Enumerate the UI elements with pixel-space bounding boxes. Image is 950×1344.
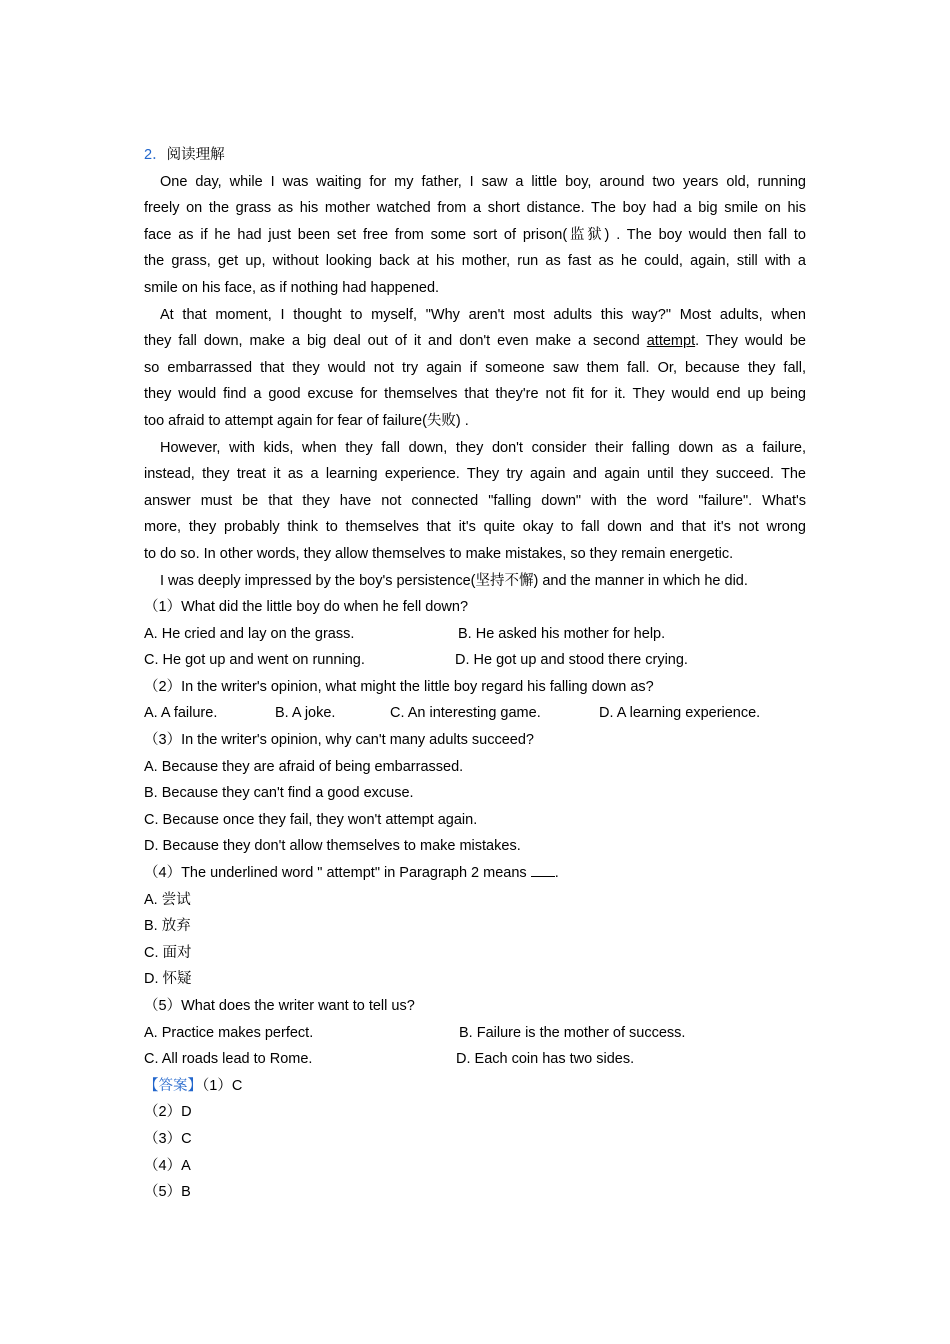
paragraph-2-line: they would find a good excuse for themselves that they're not fit for it. They would end up being xyxy=(144,386,806,403)
q4-prompt-row: （4）The underlined word " attempt" in Paragraph 2 means . xyxy=(144,860,806,887)
paragraph-2-line: they fall down, make a big deal out of it and don't even make a second attempt. They would be xyxy=(144,333,806,350)
paragraph-1-line: smile on his face, as if nothing had happened. xyxy=(144,279,440,296)
paragraph-4-line: I was deeply impressed by the boy's persistence(坚持不懈) and the manner in which he did. xyxy=(160,572,748,589)
paragraph-1-line: face as if he had just been set free from some sort of prison(监狱) . The boy would then fall to xyxy=(144,226,806,243)
paragraph-1-line: One day, while I was waiting for my father, I saw a little boy, around two years old, running xyxy=(160,173,806,190)
q3-option-b: B. Because they can't find a good excuse. xyxy=(144,785,414,802)
q3-option-d: D. Because they don't allow themselves to make mistakes. xyxy=(144,838,521,855)
paragraph-2-line: At that moment, I thought to myself, "Why aren't most adults this way?" Most adults, when xyxy=(160,306,806,323)
q2-option-b: B. A joke. xyxy=(275,705,336,722)
q4-prompt: （4）The underlined word " attempt" in Paragraph 2 means xyxy=(144,865,531,882)
reading-question xyxy=(144,142,806,1206)
answer-4: （4）A xyxy=(144,1157,191,1174)
paragraph-1-line: the grass, get up, without looking back at his mother, run as fast as he could, again, still with a xyxy=(144,253,806,270)
paragraph-3-line: instead, they treat it as a learning experience. They try again and again until they succeed. The xyxy=(144,466,806,483)
answer-5: （5）B xyxy=(144,1184,191,1201)
q1-option-d: D. He got up and stood there crying. xyxy=(455,652,688,669)
passage xyxy=(144,169,806,595)
paragraph-3-line: answer must be that they have not connected "falling down" with the word "failure". What's xyxy=(144,492,806,509)
question-title: 阅读理解 xyxy=(166,147,225,163)
q1-prompt: （1）What did the little boy do when he fell down? xyxy=(144,599,469,616)
paragraph-3-line: to do so. In other words, they allow themselves to make mistakes, so they remain energetic. xyxy=(144,545,734,562)
q3-prompt: （3）In the writer's opinion, why can't many adults succeed? xyxy=(144,732,534,749)
q2-option-a: A. A failure. xyxy=(144,705,218,722)
answer-row-1 xyxy=(144,1073,806,1100)
answer-blank xyxy=(531,862,555,877)
q4-option-c: C. 面对 xyxy=(144,944,192,961)
answer-1: （1）C xyxy=(202,1077,243,1094)
q5-option-c: C. All roads lead to Rome. xyxy=(144,1051,313,1068)
q1-option-a: A. He cried and lay on the grass. xyxy=(144,625,355,642)
answer-3: （3）C xyxy=(144,1130,192,1147)
q2-prompt: （2）In the writer's opinion, what might the little boy regard his falling down as? xyxy=(144,678,654,695)
paragraph-3-line: However, with kids, when they fall down, they don't consider their falling down as a failure, xyxy=(160,439,806,456)
q5-option-d: D. Each coin has two sides. xyxy=(456,1051,635,1068)
q5-option-b: B. Failure is the mother of success. xyxy=(459,1024,686,1041)
q3-option-c: C. Because once they fail, they won't attempt again. xyxy=(144,811,478,828)
q2-options-row xyxy=(144,700,806,727)
q4-option-b: B. 放弃 xyxy=(144,918,191,935)
question-header xyxy=(144,142,806,169)
question-number: 2． xyxy=(144,147,167,163)
answer-label: 【答案】 xyxy=(144,1077,202,1094)
q5-option-a: A. Practice makes perfect. xyxy=(144,1024,314,1041)
q1-options-row2 xyxy=(144,647,806,674)
q5-prompt: （5）What does the writer want to tell us? xyxy=(144,998,415,1014)
q4-option-d: D. 怀疑 xyxy=(144,971,192,988)
paragraph-3-line: more, they probably think to themselves that it's quite okay to fall down and that it's not wrong xyxy=(144,519,806,536)
q1-options-row1 xyxy=(144,621,806,648)
underlined-word-attempt: attempt xyxy=(646,333,696,350)
paragraph-2-line: too afraid to attempt again for fear of failure(失败) . xyxy=(144,412,469,429)
q5-options-row1 xyxy=(144,1020,806,1047)
q1-option-b: B. He asked his mother for help. xyxy=(458,625,666,642)
q5-options-row2 xyxy=(144,1046,806,1073)
q2-option-d: D. A learning experience. xyxy=(599,705,761,722)
answer-2: （2）D xyxy=(144,1104,192,1121)
q4-option-a: A. 尝试 xyxy=(144,891,191,908)
paragraph-2-line: so embarrassed that they would not try again if someone saw them fall. Or, because they fall, xyxy=(144,359,806,376)
q3-option-a: A. Because they are afraid of being embarrassed. xyxy=(144,758,464,775)
q2-option-c: C. An interesting game. xyxy=(390,705,541,722)
paragraph-1-line: freely on the grass as his mother watched from a short distance. The boy had a big smile on his xyxy=(144,200,806,217)
q1-option-c: C. He got up and went on running. xyxy=(144,652,365,669)
